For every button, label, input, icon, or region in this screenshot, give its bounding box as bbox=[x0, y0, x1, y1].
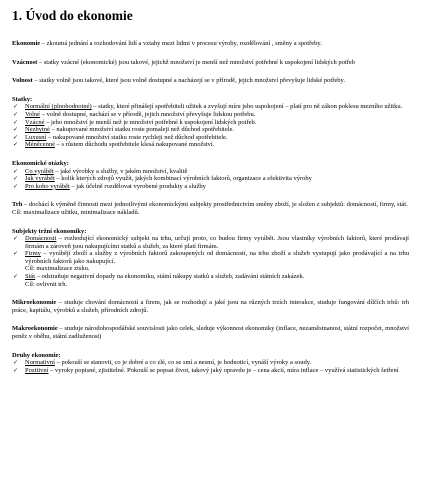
term: Trh bbox=[12, 201, 23, 209]
trh-text bbox=[12, 201, 409, 209]
item-term: Volné bbox=[25, 110, 41, 118]
definition-text: – statky volně jsou takové, které jsou volně dostupné a nacházejí se v přírodě, jejich množství převyšuje lidské potřeby. bbox=[32, 77, 345, 85]
item-text: – nakupované množství statku roste rychleji než důchod spotřebitele. bbox=[46, 133, 228, 141]
item-term: Pro koho vyrábět bbox=[25, 182, 70, 190]
list-item bbox=[12, 367, 409, 375]
item-text: – jeho množství je menší než je množství potřebné k uspokojení lidských potřeb. bbox=[44, 118, 257, 126]
term: Volnost bbox=[12, 77, 33, 85]
definition-ekonomie bbox=[12, 40, 409, 48]
item-term: Luxusní bbox=[25, 133, 47, 141]
list-item bbox=[12, 111, 409, 119]
check-icon: ✓ bbox=[13, 110, 19, 118]
list-item bbox=[12, 134, 409, 142]
list-item bbox=[12, 359, 409, 367]
item-term: Normativní bbox=[25, 359, 55, 367]
list-item bbox=[12, 141, 409, 149]
check-icon: ✓ bbox=[13, 359, 19, 367]
section-heading: Statky: bbox=[12, 95, 33, 103]
trh-goal: Cíl: maximalizace užitku, minimalizace nákladů. bbox=[12, 208, 140, 216]
list-item bbox=[12, 126, 409, 134]
item-text: – jaké výrobky a služby, v jakém množství, kvalitě bbox=[53, 167, 188, 175]
subjekty-list bbox=[12, 235, 409, 288]
definition-mikroekonomie bbox=[12, 299, 409, 314]
list-item bbox=[12, 235, 409, 250]
item-term: Normální (plnohodnotné) bbox=[25, 103, 92, 111]
item-term: Firmy bbox=[25, 250, 41, 258]
check-icon: ✓ bbox=[13, 250, 19, 258]
definition-text: – zkoumá jednání a rozhodování lidí a vztahy mezi lidmi v procesu výroby, rozdělování , směny a spotřeby. bbox=[40, 40, 322, 47]
check-icon: ✓ bbox=[13, 235, 19, 243]
check-icon: ✓ bbox=[13, 118, 19, 126]
section-heading: Druhy ekonomie: bbox=[12, 351, 61, 359]
section-heading: Subjekty tržní ekonomiky: bbox=[12, 227, 87, 235]
section-heading: Ekonomické otázky: bbox=[12, 159, 69, 167]
definition-text: – dochází k výměně činnosti mezi jednotlivými ekonomickými subjekty prostřednictvím směny zboží, je složen z subjektů: domácností, firmy, stát. bbox=[22, 201, 408, 209]
list-item bbox=[12, 119, 409, 127]
list-item bbox=[12, 168, 409, 176]
list-item bbox=[12, 273, 409, 288]
check-icon: ✓ bbox=[13, 141, 19, 149]
otazky-list bbox=[12, 168, 409, 191]
check-icon: ✓ bbox=[13, 182, 19, 190]
check-icon: ✓ bbox=[13, 133, 19, 141]
section-druhy bbox=[12, 352, 409, 375]
page-title: 1. Úvod do ekonomie bbox=[12, 8, 133, 23]
definition-trh bbox=[12, 201, 409, 216]
list-item bbox=[12, 175, 409, 183]
item-text: – vyroky popisné, zjistitelné. Pokouší se popsat život, takový jaký opravdu je – cena akcií, míra inflace – využívá statistických šetření bbox=[48, 366, 399, 374]
item-term: Méněcenné bbox=[25, 141, 55, 149]
definition-vzacnost bbox=[12, 59, 409, 67]
item-term: Nezbytné bbox=[25, 126, 50, 134]
section-subjekty bbox=[12, 228, 409, 289]
item-text: – jak účelně rozdělovat vyrobené produkty a služby bbox=[69, 182, 206, 190]
item-text: – rozhodující ekonomický subjekt na trhu, určují proto, co budou firmy vyrábět. Jsou vlastníky výrobních faktorů, které prodávají firmám a zároveň jsou nakupujícími statků a služeb, za které platí firmám. bbox=[25, 235, 409, 250]
term: Ekonomie bbox=[12, 40, 41, 47]
druhy-list bbox=[12, 359, 409, 374]
item-term: Jak vyrábět bbox=[25, 175, 55, 183]
check-icon: ✓ bbox=[13, 103, 19, 111]
item-text: – s růstem důchodu spotřebitele klesá nakupované množství. bbox=[54, 141, 215, 149]
definition-text: – statky vzácné (ekonomické) jsou takové, jejichž množství je menší než množství potřebné k uspokojení lidských potřeb bbox=[37, 58, 355, 66]
item-term: Pozitivní bbox=[25, 366, 49, 374]
item-term: Stát bbox=[25, 273, 36, 281]
term: Makroekonomie bbox=[12, 325, 58, 333]
definition-makroekonomie bbox=[12, 325, 409, 340]
item-text: – nakupované množství statku roste pomaleji než důchod spotřebitele. bbox=[49, 126, 235, 134]
term: Mikroekonomie bbox=[12, 299, 57, 307]
section-otazky bbox=[12, 160, 409, 190]
item-text: – pokouší se stanovit, co je dobré a co zlé, co se smí a nesmí, je hodnoticí, vynáší výroky a soudy. bbox=[54, 359, 312, 367]
definition-text: – studuje chování domácností a firem, jak se rozhodují a jaké jsou na různých trzích interakce, studuje fungování dílčích trhů: trh práce, kapitálu, výrobků a služeb, přírodních zdrojů. bbox=[12, 299, 409, 314]
item-term: Vzácné bbox=[25, 118, 45, 126]
item-text: – volně dostupné, nachází se v přírodě, jejich množství převyšuje lidskou potřebu. bbox=[40, 110, 256, 118]
list-item bbox=[12, 103, 409, 111]
item-term: Co vyrábět bbox=[25, 167, 54, 175]
item-note: Cíl: maximalizace zisku. bbox=[25, 265, 90, 273]
item-text: – odstraňuje negativní dopady na ekonomiku, státní nákupy statků a služeb, zadávání státních zakázek. bbox=[35, 273, 305, 281]
list-item bbox=[12, 183, 409, 191]
check-icon: ✓ bbox=[13, 167, 19, 175]
check-icon: ✓ bbox=[13, 126, 19, 134]
statky-list bbox=[12, 103, 409, 149]
definition-text: – studuje národohospodářské souvislosti jako celek, sleduje výkonnost ekonomiky (inflace, nezaměstnanost, státní rozpočet, množství peněz v oběhu, státní zadluženost) bbox=[12, 325, 409, 341]
item-text: – vyrábějí zboží a služby z výrobních faktorů zakoupených od domácností, na trhu zboží a služeb vystupují jako prodávající a na trhu výrobních faktorů jako nakupující. bbox=[25, 250, 409, 265]
list-item bbox=[12, 250, 409, 273]
check-icon: ✓ bbox=[13, 175, 19, 183]
definition-volnost bbox=[12, 77, 409, 85]
check-icon: ✓ bbox=[13, 273, 19, 281]
check-icon: ✓ bbox=[13, 366, 19, 374]
item-term: Domácnosti bbox=[25, 235, 57, 243]
section-statky bbox=[12, 96, 409, 149]
item-text: – statky, které přinášejí spotřebiteli užitek a zvyšují míru jeho uspokojení – platí pro ně zákon poklesu mezního užitku. bbox=[91, 103, 403, 111]
term: Vzácnost bbox=[12, 58, 38, 66]
item-note: Cíl: ovlivnit trh. bbox=[25, 280, 68, 288]
item-text: – kolik kterých zdrojů využít, jakých kombinací výrobních faktorů, organizace a efektivita výroby bbox=[54, 175, 312, 183]
